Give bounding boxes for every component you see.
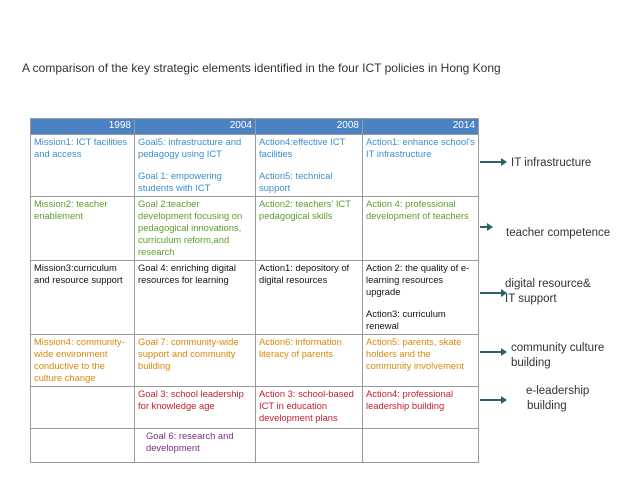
label-line: community culture xyxy=(511,342,605,354)
cell-text: Goal 2:teacher development focusing on pedagogical innovations, curriculum reform,and research xyxy=(138,198,243,257)
table-cell xyxy=(135,429,256,463)
cell-text: Mission3:curriculum and resource support xyxy=(34,262,123,285)
table-cell xyxy=(363,261,479,335)
table-cell xyxy=(31,429,135,463)
cell-text: Mission4: community-wide environment conductive to the culture change xyxy=(34,336,125,383)
year-header-2008: 2008 xyxy=(256,119,363,135)
year-header-1998: 1998 xyxy=(31,119,135,135)
label-line: e-leadership xyxy=(526,385,590,397)
cell-text: Goal 7: community-wide support and community building xyxy=(138,336,239,371)
label-line: digital resource& xyxy=(505,278,591,290)
policy-comparison-table xyxy=(30,118,479,463)
label-community-culture xyxy=(511,341,604,371)
right-arrow-icon xyxy=(480,226,488,228)
table-row xyxy=(31,335,479,387)
cell-text: Goal 3: school leadership for knowledge age xyxy=(138,388,244,411)
table-cell xyxy=(135,261,256,335)
table-cell xyxy=(363,135,479,197)
table-cell xyxy=(135,387,256,429)
cell-text: Goal5: infrastructure and pedagogy using ICT xyxy=(138,136,242,159)
right-arrow-icon xyxy=(480,399,502,401)
cell-text: Action 4: professional development of teachers xyxy=(366,198,469,221)
slide-title: A comparison of the key strategic elements identified in the four ICT policies in Hong Kong xyxy=(22,61,501,75)
cell-text: Action5: parents, skate holders and the community involvement xyxy=(366,336,464,371)
cell-text: Goal 6: research and development xyxy=(146,430,234,453)
table-row xyxy=(31,197,479,261)
right-arrow-icon xyxy=(480,161,502,163)
table-cell xyxy=(363,387,479,429)
label-line: IT support xyxy=(505,293,557,305)
cell-text: Action3: curriculum renewal xyxy=(366,308,446,331)
cell-text: Goal 1: empowering students with ICT xyxy=(138,170,222,193)
cell-text: Action 2: the quality of e-learning resources upgrade xyxy=(366,262,470,297)
table-cell xyxy=(256,261,363,335)
table-cell xyxy=(363,197,479,261)
label-e-leadership xyxy=(526,384,589,414)
cell-text: Action6: information literacy of parents xyxy=(259,336,342,359)
table-row xyxy=(31,135,479,197)
table-cell xyxy=(31,335,135,387)
table-cell xyxy=(31,387,135,429)
label-digital-resource xyxy=(505,277,591,307)
table-cell xyxy=(256,429,363,463)
right-arrow-icon xyxy=(480,351,502,353)
table-cell xyxy=(256,387,363,429)
table-cell xyxy=(256,135,363,197)
table-cell xyxy=(363,429,479,463)
year-header-2014: 2014 xyxy=(363,119,479,135)
header-row xyxy=(31,119,479,135)
label-line: building xyxy=(511,357,551,369)
table-cell xyxy=(256,197,363,261)
cell-text: Action2: teachers' ICT pedagogical skills xyxy=(259,198,351,221)
cell-text: Action1: depository of digital resources xyxy=(259,262,350,285)
label-teacher-competence: teacher competence xyxy=(506,227,611,239)
table-cell xyxy=(135,335,256,387)
table-cell xyxy=(135,135,256,197)
table-row xyxy=(31,387,479,429)
table-row xyxy=(31,261,479,335)
table-cell xyxy=(31,197,135,261)
table-row xyxy=(31,429,479,463)
cell-text: Action1: enhance school's IT infrastructure xyxy=(366,136,475,159)
cell-text: Action5: technical support xyxy=(259,170,333,193)
cell-text: Mission2: teacher enablement xyxy=(34,198,108,221)
table-cell xyxy=(363,335,479,387)
cell-text: Action 3: school-based ICT in education development plans xyxy=(259,388,354,423)
table-cell xyxy=(256,335,363,387)
right-arrow-icon xyxy=(480,292,502,294)
cell-text: Mission1: ICT facilities and access xyxy=(34,136,128,159)
year-header-2004: 2004 xyxy=(135,119,256,135)
label-line: building xyxy=(527,400,567,412)
table-cell xyxy=(31,135,135,197)
label-it-infrastructure: IT infrastructure xyxy=(511,157,592,169)
table-cell xyxy=(31,261,135,335)
cell-text: Action4: professional leadership building xyxy=(366,388,454,411)
cell-text: Goal 4: enriching digital resources for learning xyxy=(138,262,236,285)
table-cell xyxy=(135,197,256,261)
cell-text: Action4:effective ICT facilities xyxy=(259,136,346,159)
